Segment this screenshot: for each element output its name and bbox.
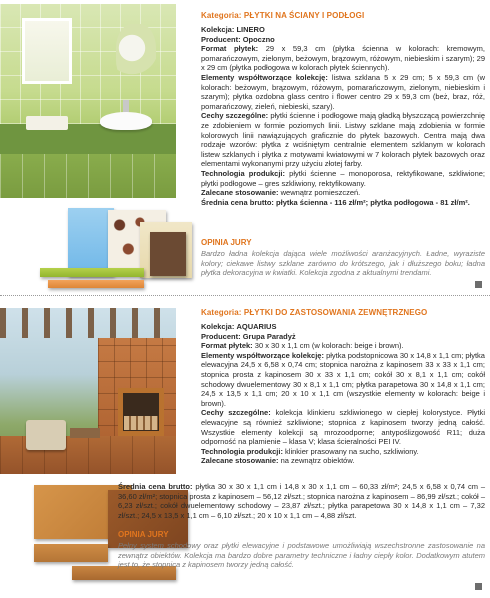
lower-tiles <box>0 154 176 198</box>
jury-opinion <box>118 530 485 570</box>
garden-table <box>70 428 100 438</box>
zalecane-value: na zewnątrz obiektów. <box>280 456 355 466</box>
technologia-label: Technologia produkcji: <box>201 168 286 178</box>
sink <box>100 112 152 130</box>
cena-label: Średnia cena brutto: <box>201 197 274 207</box>
jury-opinion-text: Bardzo ładna kolekcja dająca wiele możliwości aranżacyjnych. Ładne, wyraziste kolory; ciekawe listwy szklane zarówno do krótszego, jak i dłuższego boku; ładna płytka dekoracyjna w kwiatki. Kolekcja zgodna z aktualnymi trendami. <box>201 249 485 278</box>
producent-label: Producent: <box>201 331 241 341</box>
format-label: Format płytek: <box>201 341 253 351</box>
pergola <box>0 308 176 338</box>
category-heading: Kategoria: PŁYTKI NA ŚCIANY I PODŁOGI <box>201 11 365 20</box>
kolekcja-label: Kolekcja: <box>201 322 235 331</box>
cena-label: Średnia cena brutto: <box>118 482 193 491</box>
format-value: 29 x 59,3 cm (płytka ścienna w kolorach: kremowym, pomarańczowym, zielonym, beżowym, brązowym, różowym, niebieskim i szarym); 29 x 29 cm (płytka podłogowa w kolorach płytek ściennych). <box>201 44 485 73</box>
format-label: Format płytek: <box>201 44 259 54</box>
kolekcja-label: Kolekcja: <box>201 25 235 34</box>
product-description <box>201 25 485 207</box>
firewood <box>124 416 158 430</box>
cechy-value: płytki ścienne i podłogowe mają gładką błyszczącą powierzchnię ze zdobieniem w formie poziomych linii. Listwy szklane mają zdobienia w formie kolorowych linii nawiązujących graficznie do płytek bazowych. Centra mają dwa rodzaje wzorów: płytka z wciśniętym centralnie elementem szklanym w kolorach listew szklanych i płytka z motywami kwiatowymi w 7 kolorach płytek bazowych oraz elementami wykonanymi przy użyciu złotej farby. <box>201 111 486 169</box>
linero-images <box>0 0 196 295</box>
glass-strip-green <box>40 268 144 277</box>
cena-value: płytka ścienna - 116 zł/m²; płytka podłogowa - 81 zł/m². <box>276 197 470 207</box>
jury-opinion-text: Pełny system schodowy oraz płytki elewacyjne i podstawowe umożliwiają wszechstronne zastosowanie na zewnątrz obiektów. Kolekcja ma bardzo dobre parametry techniczne i ładny ciepły kolor. Dodatkowym atutem jest to, że stopnica z kapinosem tworzy jedną całość. <box>118 541 485 570</box>
technologia-value: klinkier prasowany na sucho, szkliwiony. <box>285 446 419 456</box>
producent-label: Producent: <box>201 34 241 44</box>
elementy-label: Elementy współtworzące kolekcję: <box>201 72 328 82</box>
end-square-icon <box>475 583 482 590</box>
technologia-label: Technologia produkcji: <box>201 446 283 456</box>
jury-opinion-heading: OPINIA JURY <box>201 238 252 247</box>
bathroom-photo <box>0 4 176 198</box>
elementy-label: Elementy współtworzące kolekcję: <box>201 350 324 360</box>
elementy-value: płytka podstopnicowa 30 x 14,8 x 1,1 cm; płytka elewacyjna 24,5 x 6,58 x 0,74 cm; stopnica narożna z kapinosem 33 x 33 x 1,1 cm; stopnica prosta z kapinosem 30 x 33 x 1,1 cm; cokół 30 x 8,1 x 1,1 cm; cokół schodowy dwuelementowy 30 x 8,1 x 1,1 cm; płytka parapetowa 30 x 14,8 x 1,1 cm; 24,5 x 13,5 x 1,1 cm; 20 x 10 x 1,1 cm (wszystkie elementy w kolorach: beige i brown). <box>201 350 485 408</box>
cechy-value: kolekcja klinkieru szkliwionego w ciepłej kolorystyce. Płytki elewacyjne są również szkliwione; stopnica z kapinosem tworzy jedną całość. Wszystkie elementy kolekcji są mrozoodporne; antypoślizgowość R11; duża odporność na plamienie – klasa V; klasa ścieralności PEI IV. <box>201 408 486 447</box>
producent-value: Grupa Paradyż <box>242 331 296 341</box>
decor-flower <box>116 24 156 84</box>
format-value: 30 x 30 x 1,1 cm (w kolorach: beige i brown). <box>254 341 404 351</box>
towels <box>26 116 68 130</box>
cechy-label: Cechy szczególne: <box>201 111 269 121</box>
tile-step-beige <box>34 544 108 562</box>
terrace-photo <box>0 308 176 474</box>
kolekcja-value: AQUARIUS <box>236 322 277 331</box>
jury-opinion <box>201 238 485 278</box>
kolekcja-value: LINERO <box>236 25 265 34</box>
zalecane-label: Zalecane stosowanie: <box>201 188 279 198</box>
product-description <box>201 322 485 466</box>
section-aquarius <box>0 300 490 598</box>
zalecane-label: Zalecane stosowanie: <box>201 456 279 466</box>
garden-chair <box>26 420 66 450</box>
cena-value: płytka 30 x 30 x 1,1 cm i 14,8 x 30 x 1,1 cm – 60,33 zł/m²; 24,5 x 6,58 x 0,74 cm – 36,60 zł/m²; stopnica prosta z kapinosem – 56,12 zł/szt.; stopnica narożna z kapinosem – 86,99 zł/szt.; cokół – 6,23 zł/szt.; cokół dwuelementowy schodowy – 23,87 zł/szt.; płytka parapetowa 30 x 14,8 x 1,1 cm – 7,32 zł/szt.; 24,5 x 13,5 x 1,1 cm – 6,10 zł/szt.; 20 x 10 x 1,1 cm – 4,88 zł/szt. <box>118 482 485 520</box>
category-heading: Kategoria: PŁYTKI DO ZASTOSOWANIA ZEWNĘTRZNEGO <box>201 308 428 317</box>
glass-strip-orange <box>48 280 144 288</box>
tile-swatch-brown <box>150 232 186 276</box>
jury-opinion-heading: OPINIA JURY <box>118 530 169 539</box>
section-linero <box>0 0 490 295</box>
zalecane-value: wewnątrz pomieszczeń. <box>280 188 361 198</box>
cechy-label: Cechy szczególne: <box>201 408 271 418</box>
price-description <box>118 482 485 520</box>
producent-value: Opoczno <box>242 34 275 44</box>
technologia-value: płytki ścienne – monoporosa, rektyfikowane, szkliwione; płytki podłogowe – gres szkliwiony, rektyfikowany. <box>201 168 485 188</box>
end-square-icon <box>475 281 482 288</box>
elementy-value: listwa szklana 5 x 29 cm; 5 x 59,3 cm (w kolorach: beżowym, brązowym, różowym, pomarańczowym, zielonym, niebieskim i szarym); płytka ozdobna glass centro i flower centro 29 x 59,3 cm (beż, braz, róż, pomarańczowy, zieleń, niebieski, szary). <box>201 72 486 111</box>
window <box>22 18 72 84</box>
linero-text <box>201 0 485 295</box>
